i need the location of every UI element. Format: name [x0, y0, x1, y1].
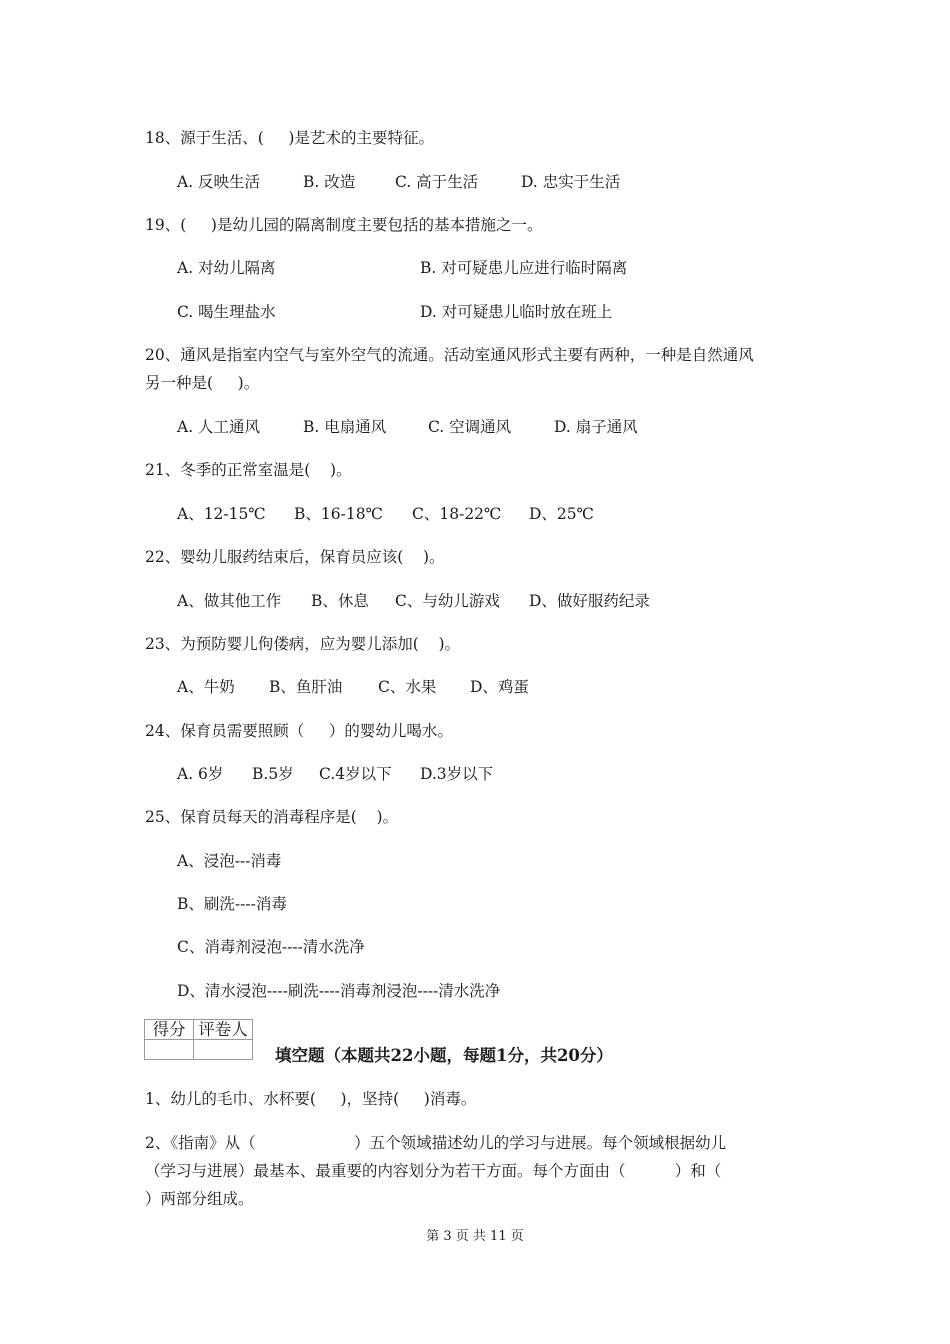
score-cell[interactable]: [145, 1040, 194, 1060]
question-20-option-c: C. 空调通风: [428, 418, 512, 436]
question-24-stem: 24、保育员需要照顾（ ）的婴幼儿喝水。: [145, 722, 453, 740]
question-21-stem: 21、冬季的正常室温是( )。: [145, 461, 352, 479]
question-18-option-a: A. 反映生活: [177, 173, 261, 191]
question-25-option-d: D、清水浸泡----刷洗----消毒剂浸泡----清水洗净: [177, 982, 501, 1000]
question-21-option-b: B、16-18℃: [294, 505, 383, 523]
question-25-option-c: C、消毒剂浸泡----清水洗净: [177, 938, 365, 956]
question-20-option-b: B. 电扇通风: [303, 418, 387, 436]
question-20-option-d: D. 扇子通风: [554, 418, 638, 436]
grader-cell[interactable]: [194, 1040, 253, 1060]
section-title: 填空题（本题共22小题，每题1分，共20分）: [275, 1046, 613, 1065]
question-19-option-d: D. 对可疑患儿临时放在班上: [420, 303, 613, 321]
question-23-option-d: D、鸡蛋: [470, 678, 529, 696]
question-23-stem: 23、为预防婴儿佝偻病，应为婴儿添加( )。: [145, 635, 461, 653]
question-24-option-c: C.4岁以下: [319, 765, 392, 783]
question-24-option-d: D.3岁以下: [420, 765, 494, 783]
question-25-stem: 25、保育员每天的消毒程序是( )。: [145, 808, 399, 826]
question-21-option-a: A、12-15℃: [177, 505, 266, 523]
question-20-stem-line-2: 另一种是( )。: [145, 374, 260, 392]
fill-blank-1: 1、幼儿的毛巾、水杯要( )，坚持( )消毒。: [145, 1090, 477, 1108]
fill-blank-2-line-1: 2、《指南》从（ ）五个领域描述幼儿的学习与进展。每个领域根据幼儿: [145, 1134, 727, 1152]
page-number: 第 3 页 共 11 页: [426, 1229, 524, 1244]
question-18-option-d: D. 忠实于生活: [521, 173, 621, 191]
question-25-option-b: B、刷洗----消毒: [177, 895, 287, 913]
score-box: [144, 1019, 253, 1060]
question-20-stem-line-1: 20、通风是指室内空气与室外空气的流通。活动室通风形式主要有两种，一种是自然通风: [145, 346, 754, 364]
question-19-option-c: C. 喝生理盐水: [177, 303, 276, 321]
question-20-option-a: A. 人工通风: [177, 418, 261, 436]
fill-blank-2-line-3: ）两部分组成。: [145, 1190, 254, 1208]
question-23-option-b: B、鱼肝油: [269, 678, 343, 696]
question-24-option-b: B.5岁: [252, 765, 294, 783]
question-19-option-a: A. 对幼儿隔离: [177, 259, 276, 277]
question-21-option-c: C、18-22℃: [412, 505, 502, 523]
question-24-option-a: A. 6岁: [177, 765, 224, 783]
question-25-option-a: A、浸泡---消毒: [177, 852, 282, 870]
question-22-stem: 22、婴幼儿服药结束后，保育员应该( )。: [145, 548, 445, 566]
question-21-option-d: D、25℃: [529, 505, 594, 523]
grader-label: 评卷人: [194, 1020, 253, 1040]
question-18-option-c: C. 高于生活: [395, 173, 479, 191]
question-23-option-a: A、牛奶: [177, 678, 235, 696]
question-22-option-c: C、与幼儿游戏: [395, 592, 500, 610]
question-19-option-b: B. 对可疑患儿应进行临时隔离: [420, 259, 628, 277]
question-19-stem: 19、( )是幼儿园的隔离制度主要包括的基本措施之一。: [145, 216, 543, 234]
fill-blank-2-line-2: （学习与进展）最基本、最重要的内容划分为若干方面。每个方面由（ ）和（: [145, 1162, 722, 1180]
question-23-option-c: C、水果: [378, 678, 437, 696]
question-18-stem: 18、源于生活、( )是艺术的主要特征。: [145, 129, 434, 147]
question-22-option-a: A、做其他工作: [177, 592, 282, 610]
score-label: 得分: [145, 1020, 194, 1040]
question-22-option-b: B、休息: [311, 592, 369, 610]
question-22-option-d: D、做好服药纪录: [529, 592, 650, 610]
question-18-option-b: B. 改造: [303, 173, 356, 191]
